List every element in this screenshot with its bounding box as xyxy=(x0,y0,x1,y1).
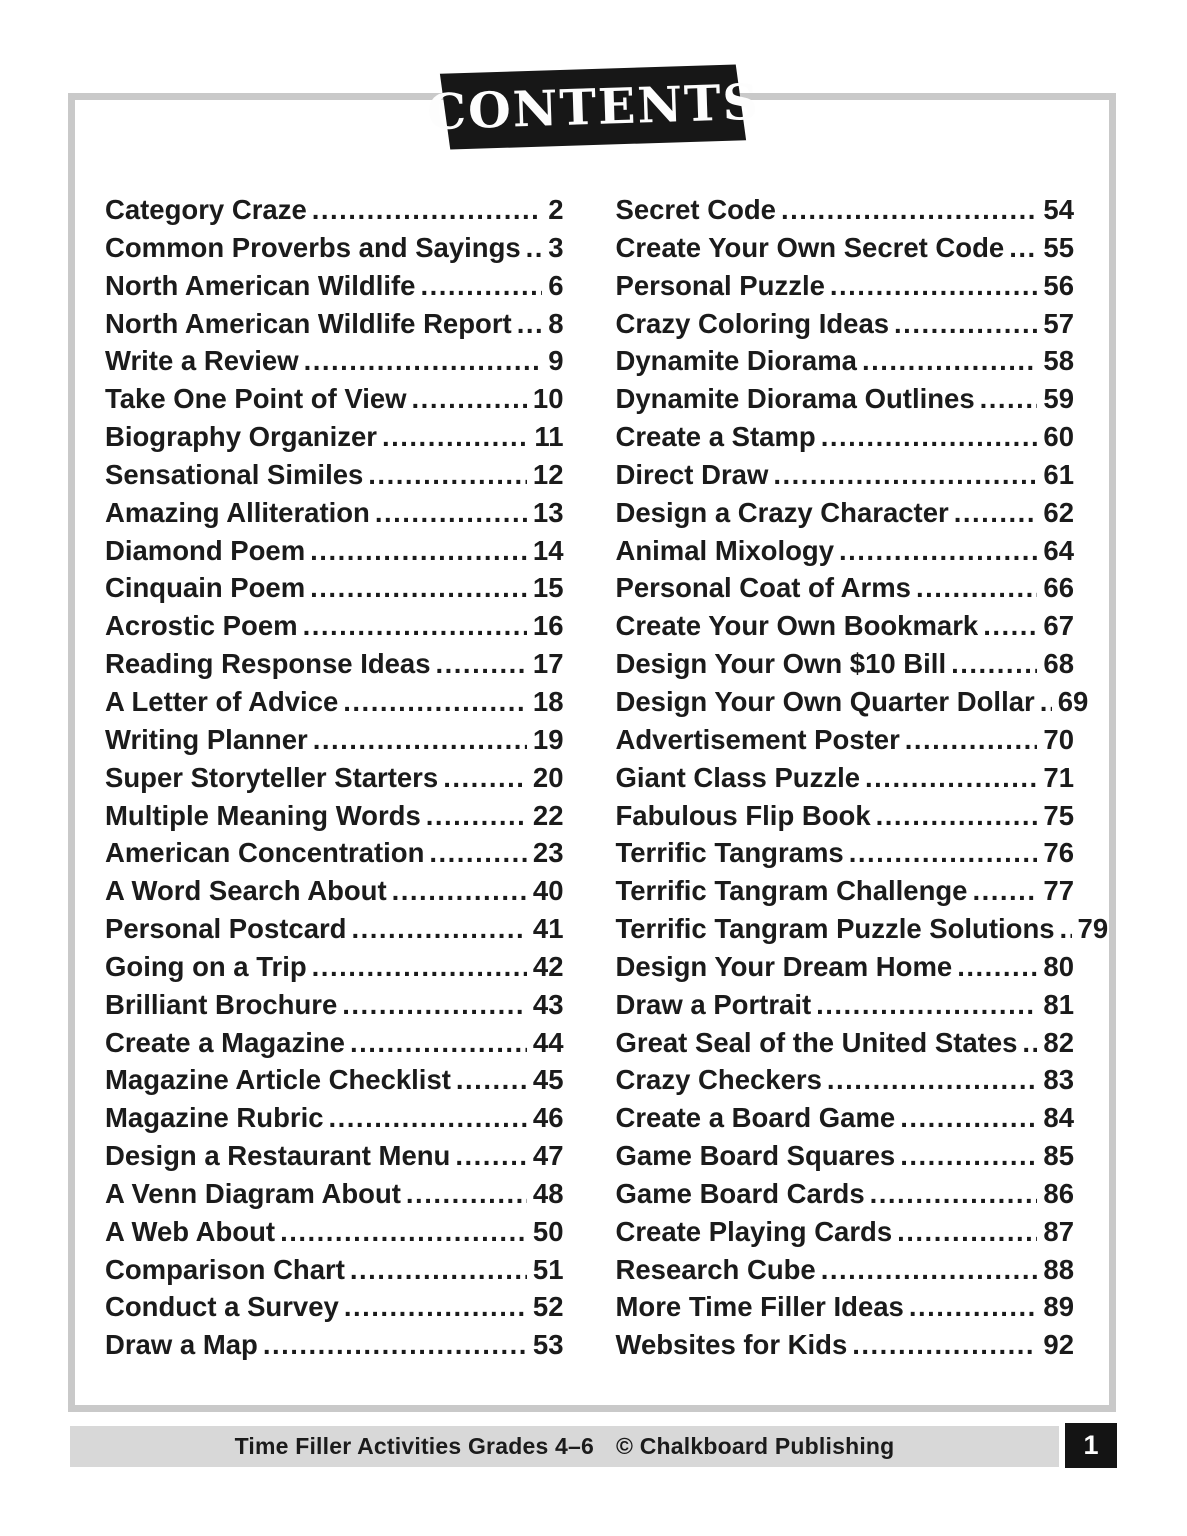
toc-entry-label: Terrific Tangram Puzzle Solutions xyxy=(615,913,1055,945)
toc-entry-page: 47 xyxy=(532,1140,564,1172)
toc-entry-label: Write a Review xyxy=(105,345,299,377)
toc-entry-page: 57 xyxy=(1043,307,1074,339)
toc-entry-label: Advertisement Poster xyxy=(615,723,900,755)
toc-entry-page: 68 xyxy=(1043,648,1074,680)
toc-entry-page: 69 xyxy=(1057,685,1089,717)
toc-entry-page: 11 xyxy=(534,421,564,453)
toc-entry-label: Animal Mixology xyxy=(615,534,834,566)
dot-leader xyxy=(263,1326,527,1364)
toc-entry xyxy=(105,569,564,607)
toc-entry-page: 6 xyxy=(548,269,564,301)
toc-entry xyxy=(105,1175,564,1213)
toc-entry-page: 43 xyxy=(532,988,564,1020)
toc-entry-label: Secret Code xyxy=(615,194,776,225)
toc-entry xyxy=(105,834,564,872)
toc-entry-page: 80 xyxy=(1043,950,1074,982)
dot-leader xyxy=(375,494,527,532)
toc-entry xyxy=(105,986,564,1024)
toc-entry xyxy=(616,948,1075,986)
toc-entry-page: 3 xyxy=(548,231,564,263)
toc-entry-label: More Time Filler Ideas xyxy=(615,1291,904,1323)
dot-leader xyxy=(957,948,1037,986)
toc-entry-label: Create Your Own Bookmark xyxy=(615,610,979,642)
toc-entry-label: Category Craze xyxy=(105,194,307,225)
toc-entry-label: Amazing Alliteration xyxy=(105,496,370,528)
toc-entry-label: Terrific Tangrams xyxy=(615,837,844,869)
toc-entry xyxy=(105,532,564,570)
toc-entry xyxy=(616,191,1075,229)
toc-entry-label: A Letter of Advice xyxy=(105,685,339,717)
page-number: 1 xyxy=(1083,1430,1099,1460)
toc-entry-label: Dynamite Diorama Outlines xyxy=(615,383,975,415)
dot-leader xyxy=(412,380,527,418)
toc-entry-label: Magazine Article Checklist xyxy=(105,1064,451,1096)
toc-entry xyxy=(616,1137,1075,1175)
toc-entry-label: Giant Class Puzzle xyxy=(615,761,861,793)
toc-entry xyxy=(616,1175,1075,1213)
toc-entry-page: 83 xyxy=(1043,1064,1074,1096)
dot-leader xyxy=(313,721,527,759)
toc-entry-label: American Concentration xyxy=(105,837,425,869)
toc-entry xyxy=(616,569,1075,607)
toc-entry-label: Design Your Dream Home xyxy=(615,950,953,982)
toc-entry-label: Direct Draw xyxy=(615,458,769,490)
toc-entry-label: Biography Organizer xyxy=(105,421,377,453)
dot-leader xyxy=(870,1175,1038,1213)
toc-entry xyxy=(105,872,564,910)
toc-entry-page: 82 xyxy=(1043,1026,1074,1058)
toc-entry-page: 60 xyxy=(1043,421,1074,453)
toc-entry-page: 70 xyxy=(1043,723,1074,755)
dot-leader xyxy=(526,229,543,267)
dot-leader xyxy=(894,305,1037,343)
toc-entry-label: Design a Crazy Character xyxy=(615,496,949,528)
toc-entry-page: 55 xyxy=(1043,231,1074,263)
dot-leader xyxy=(382,418,528,456)
page-number-box xyxy=(1065,1423,1117,1468)
dot-leader xyxy=(1040,683,1052,721)
toc-entry-label: North American Wildlife Report xyxy=(105,307,512,339)
toc-entry-label: Create a Board Game xyxy=(615,1102,896,1134)
toc-entry xyxy=(105,797,564,835)
toc-entry xyxy=(105,1024,564,1062)
toc-entry-label: Great Seal of the United States xyxy=(615,1026,1018,1058)
dot-leader xyxy=(280,1213,527,1251)
dot-leader xyxy=(876,797,1038,835)
toc-entry-label: Going on a Trip xyxy=(105,950,307,982)
toc-entry-page: 15 xyxy=(532,572,564,604)
dot-leader xyxy=(406,1175,527,1213)
toc-entry xyxy=(616,1099,1075,1137)
toc-entry xyxy=(105,948,564,986)
toc-entry xyxy=(105,1099,564,1137)
toc-entry-label: Conduct a Survey xyxy=(105,1291,339,1323)
toc-entry-page: 64 xyxy=(1043,534,1074,566)
dot-leader xyxy=(862,342,1037,380)
toc-entry-page: 92 xyxy=(1043,1329,1074,1361)
toc-entry xyxy=(105,456,564,494)
toc-entry xyxy=(616,494,1075,532)
toc-entry-label: Super Storyteller Starters xyxy=(105,761,439,793)
toc-entry-label: A Venn Diagram About xyxy=(105,1177,401,1209)
toc-entry-label: Game Board Cards xyxy=(615,1177,865,1209)
toc-entry xyxy=(616,1251,1075,1289)
toc-entry-label: Draw a Portrait xyxy=(615,988,812,1020)
toc-entry-page: 67 xyxy=(1043,610,1074,642)
toc-entry-label: Magazine Rubric xyxy=(105,1102,324,1134)
toc-column-right xyxy=(615,191,1109,1364)
toc-entry-page: 48 xyxy=(532,1177,564,1209)
dot-leader xyxy=(816,986,1037,1024)
footer-bar xyxy=(70,1426,1059,1467)
toc-entry xyxy=(105,305,564,343)
dot-leader xyxy=(897,1213,1037,1251)
toc-entry xyxy=(616,986,1075,1024)
dot-leader xyxy=(865,759,1037,797)
dot-leader xyxy=(329,1099,527,1137)
toc-entry-label: Take One Point of View xyxy=(105,383,407,415)
dot-leader xyxy=(951,645,1037,683)
toc-entry-page: 61 xyxy=(1043,458,1074,490)
dot-leader xyxy=(312,191,542,229)
toc-entry xyxy=(105,759,564,797)
toc-entry-page: 45 xyxy=(532,1064,564,1096)
toc-entry-page: 19 xyxy=(532,723,564,755)
dot-leader xyxy=(821,418,1038,456)
toc-entry xyxy=(105,229,564,267)
toc-entry xyxy=(105,418,564,456)
toc-entry xyxy=(616,267,1075,305)
dot-leader xyxy=(980,380,1038,418)
toc-entry-page: 23 xyxy=(532,837,564,869)
toc-entry-page: 54 xyxy=(1043,194,1074,225)
toc-entry-label: Crazy Checkers xyxy=(615,1064,822,1096)
toc-entry-page: 75 xyxy=(1043,799,1074,831)
toc-entry-label: Brilliant Brochure xyxy=(105,988,338,1020)
dot-leader xyxy=(821,1251,1038,1289)
toc-entry-page: 87 xyxy=(1043,1215,1074,1247)
toc-entry-page: 44 xyxy=(532,1026,564,1058)
toc-entry xyxy=(616,797,1075,835)
page-title: CONTENTS xyxy=(425,72,761,141)
toc-entry xyxy=(105,267,564,305)
toc-entry-label: Personal Postcard xyxy=(105,913,347,945)
dot-leader xyxy=(916,569,1037,607)
dot-leader xyxy=(1009,229,1037,267)
toc-entry-page: 41 xyxy=(532,913,564,945)
toc-entry xyxy=(616,721,1075,759)
toc-entry-label: Cinquain Poem xyxy=(105,572,306,604)
toc-entry-label: Design a Restaurant Menu xyxy=(105,1140,451,1172)
toc-entry-page: 18 xyxy=(532,685,564,717)
toc-entry-label: Diamond Poem xyxy=(105,534,306,566)
dot-leader xyxy=(436,645,527,683)
toc-entry-page: 53 xyxy=(532,1329,564,1361)
dot-leader xyxy=(350,1251,527,1289)
toc-entry xyxy=(616,1213,1075,1251)
toc-entry xyxy=(105,683,564,721)
toc-entry-label: Create Your Own Secret Code xyxy=(615,231,1005,263)
dot-leader xyxy=(426,797,527,835)
toc-entry-label: Fabulous Flip Book xyxy=(615,799,871,831)
toc-entry-label: Common Proverbs and Sayings xyxy=(105,231,521,263)
dot-leader xyxy=(849,834,1038,872)
dot-leader xyxy=(342,986,527,1024)
dot-leader xyxy=(343,683,527,721)
dot-leader xyxy=(312,948,527,986)
dot-leader xyxy=(350,1024,527,1062)
dot-leader xyxy=(517,305,543,343)
toc-entry xyxy=(616,532,1075,570)
dot-leader xyxy=(1060,910,1072,948)
toc-entry-page: 81 xyxy=(1043,988,1074,1020)
toc-entry-page: 2 xyxy=(548,194,564,225)
toc-entry-page: 46 xyxy=(532,1102,564,1134)
toc-entry xyxy=(105,721,564,759)
toc-entry-label: Game Board Squares xyxy=(615,1140,896,1172)
toc-entry-label: Create a Stamp xyxy=(615,421,816,453)
toc-entry xyxy=(105,1326,564,1364)
dot-leader xyxy=(351,910,526,948)
toc-entry-page: 22 xyxy=(532,799,564,831)
toc-entry-page: 56 xyxy=(1043,269,1074,301)
dot-leader xyxy=(303,607,527,645)
toc-entry xyxy=(105,494,564,532)
toc-entry-page: 77 xyxy=(1043,875,1074,907)
toc-entry xyxy=(105,1061,564,1099)
toc-entry-label: Crazy Coloring Ideas xyxy=(615,307,890,339)
toc-entry-label: A Web About xyxy=(105,1215,276,1247)
toc-entry xyxy=(105,1213,564,1251)
toc-entry xyxy=(616,607,1075,645)
toc-entry-page: 42 xyxy=(532,950,564,982)
toc-entry-page: 76 xyxy=(1043,837,1074,869)
toc-entry xyxy=(105,645,564,683)
toc-entry xyxy=(616,645,1075,683)
toc-entry-label: Dynamite Diorama xyxy=(615,345,857,377)
dot-leader xyxy=(1022,1024,1037,1062)
toc-entry-page: 20 xyxy=(532,761,564,793)
toc-entry-page: 84 xyxy=(1043,1102,1074,1134)
toc-entry xyxy=(616,229,1075,267)
dot-leader xyxy=(909,1288,1038,1326)
dot-leader xyxy=(830,267,1038,305)
toc-entry xyxy=(616,1024,1075,1062)
toc-entry xyxy=(616,342,1075,380)
toc-entry xyxy=(616,1061,1075,1099)
toc-entry-page: 62 xyxy=(1043,496,1074,528)
dot-leader xyxy=(900,1137,1037,1175)
toc-entry xyxy=(616,1288,1075,1326)
toc-entry-label: Create Playing Cards xyxy=(615,1215,893,1247)
toc-entry-page: 12 xyxy=(532,458,564,490)
toc-entry-page: 66 xyxy=(1043,572,1074,604)
dot-leader xyxy=(344,1288,527,1326)
toc-entry xyxy=(105,1288,564,1326)
toc-entry xyxy=(616,834,1075,872)
toc-entry-page: 14 xyxy=(532,534,564,566)
dot-leader xyxy=(420,267,542,305)
toc-entry-page: 79 xyxy=(1077,913,1109,945)
toc-entry xyxy=(105,1251,564,1289)
toc-entry-label: A Word Search About xyxy=(105,875,387,907)
dot-leader xyxy=(456,1061,527,1099)
table-of-contents xyxy=(105,191,1109,1364)
dot-leader xyxy=(310,532,527,570)
toc-entry-page: 88 xyxy=(1043,1253,1074,1285)
toc-entry-page: 13 xyxy=(532,496,564,528)
toc-entry xyxy=(105,342,564,380)
toc-entry xyxy=(105,910,564,948)
toc-entry xyxy=(616,380,1075,418)
dot-leader xyxy=(954,494,1038,532)
dot-leader xyxy=(900,1099,1037,1137)
toc-entry-label: Reading Response Ideas xyxy=(105,648,431,680)
toc-entry-label: Comparison Chart xyxy=(105,1253,345,1285)
toc-entry xyxy=(616,456,1075,494)
toc-entry-page: 58 xyxy=(1043,345,1074,377)
toc-entry xyxy=(616,759,1075,797)
toc-column-left xyxy=(105,191,564,1364)
dot-leader xyxy=(852,1326,1037,1364)
dot-leader xyxy=(781,191,1037,229)
toc-entry-label: Personal Coat of Arms xyxy=(615,572,911,604)
dot-leader xyxy=(443,759,527,797)
toc-entry-page: 86 xyxy=(1043,1177,1074,1209)
toc-entry-label: Acrostic Poem xyxy=(105,610,298,642)
toc-entry-label: Create a Magazine xyxy=(105,1026,345,1058)
toc-entry xyxy=(616,872,1075,910)
toc-entry-label: Draw a Map xyxy=(105,1329,258,1361)
toc-entry-label: Personal Puzzle xyxy=(615,269,825,301)
toc-entry-page: 59 xyxy=(1043,383,1074,415)
toc-entry-label: Terrific Tangram Challenge xyxy=(615,875,968,907)
toc-entry-page: 8 xyxy=(548,307,564,339)
toc-entry xyxy=(105,191,564,229)
dot-leader xyxy=(310,569,527,607)
toc-entry-label: Websites for Kids xyxy=(615,1329,848,1361)
toc-entry-label: Writing Planner xyxy=(105,723,308,755)
toc-entry xyxy=(105,1137,564,1175)
toc-entry xyxy=(616,305,1075,343)
contents-title-banner xyxy=(425,64,761,149)
toc-entry-page: 17 xyxy=(532,648,564,680)
toc-entry-label: Design Your Own $10 Bill xyxy=(615,648,947,680)
dot-leader xyxy=(972,872,1037,910)
toc-entry-page: 9 xyxy=(548,345,564,377)
footer-book-title: Time Filler Activities Grades 4–6 xyxy=(234,1433,595,1459)
dot-leader xyxy=(839,532,1037,570)
toc-entry-label: Research Cube xyxy=(615,1253,816,1285)
toc-entry-label: North American Wildlife xyxy=(105,269,416,301)
dot-leader xyxy=(392,872,527,910)
dot-leader xyxy=(304,342,543,380)
toc-entry-page: 40 xyxy=(532,875,564,907)
toc-entry-page: 71 xyxy=(1043,761,1074,793)
toc-entry-page: 16 xyxy=(532,610,564,642)
toc-entry-page: 85 xyxy=(1043,1140,1074,1172)
toc-entry-page: 89 xyxy=(1043,1291,1074,1323)
footer-copyright: © Chalkboard Publishing xyxy=(616,1433,895,1459)
dot-leader xyxy=(827,1061,1038,1099)
toc-entry-label: Multiple Meaning Words xyxy=(105,799,421,831)
toc-entry-page: 50 xyxy=(532,1215,564,1247)
dot-leader xyxy=(455,1137,527,1175)
toc-entry xyxy=(615,683,1089,721)
dot-leader xyxy=(905,721,1038,759)
dot-leader xyxy=(773,456,1037,494)
toc-entry-page: 52 xyxy=(532,1291,564,1323)
dot-leader xyxy=(429,834,527,872)
toc-entry-page: 10 xyxy=(532,383,564,415)
toc-entry-label: Design Your Own Quarter Dollar xyxy=(615,685,1035,717)
toc-entry xyxy=(616,1326,1075,1364)
toc-entry xyxy=(615,910,1109,948)
toc-entry-label: Sensational Similes xyxy=(105,458,364,490)
dot-leader xyxy=(983,607,1037,645)
toc-entry xyxy=(616,418,1075,456)
toc-entry-page: 51 xyxy=(532,1253,564,1285)
toc-entry xyxy=(105,607,564,645)
dot-leader xyxy=(368,456,527,494)
toc-entry xyxy=(105,380,564,418)
